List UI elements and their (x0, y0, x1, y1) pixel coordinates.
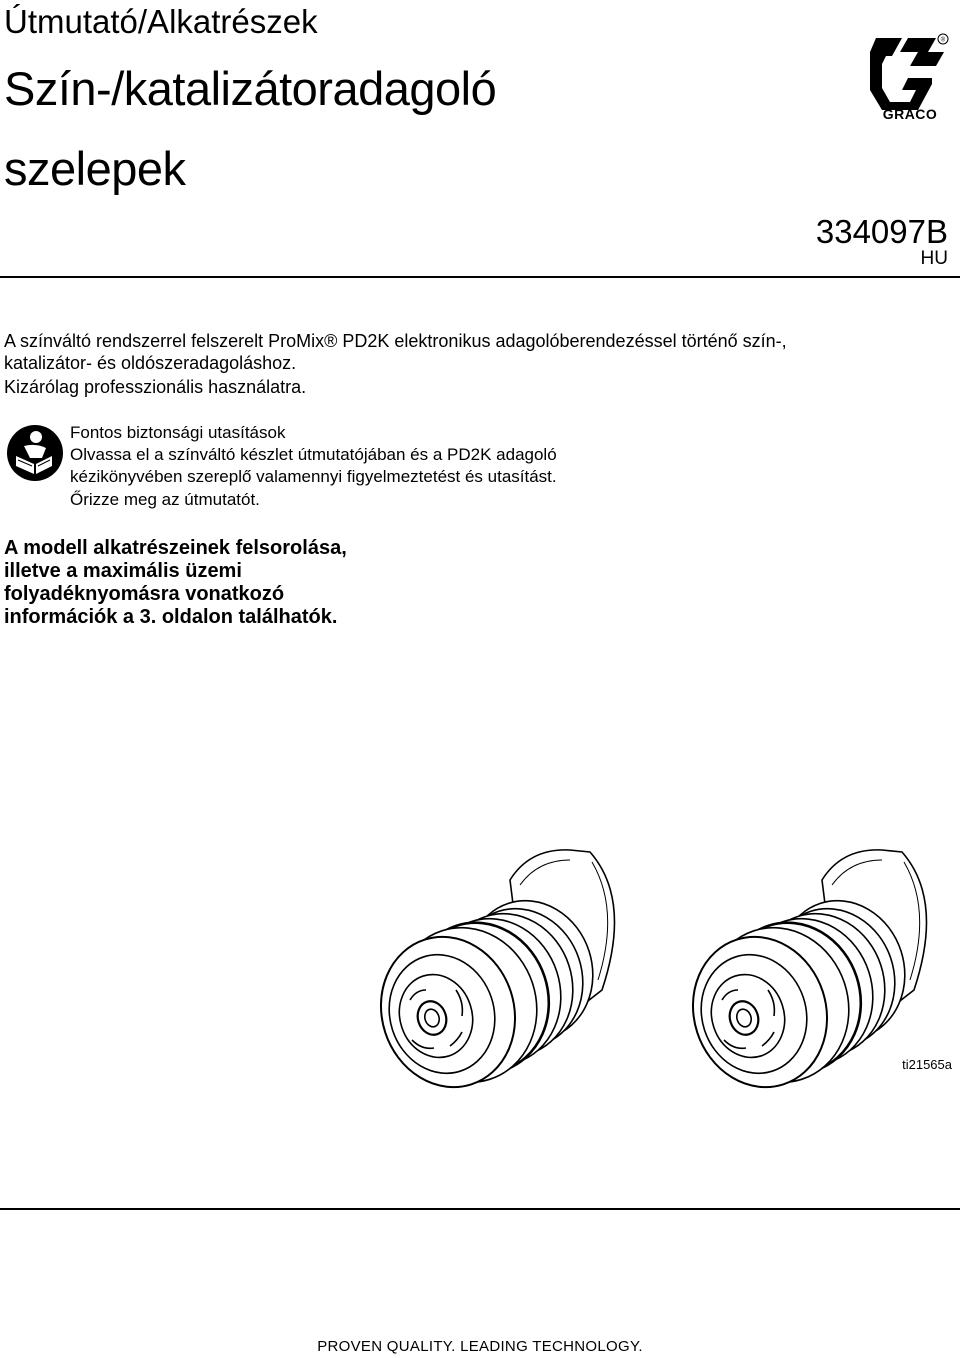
safety-text-line-1: Olvassa el a színváltó készlet útmutatójában és a PD2K adagoló (70, 445, 557, 464)
valve-cartridge-right (674, 850, 927, 1100)
intro-line-1: A színváltó rendszerrel felszerelt ProMix® PD2K elektronikus adagolóberendezéssel történő szín-, (4, 331, 787, 351)
document-number: 334097B (815, 213, 948, 250)
intro-line-2: katalizátor- és oldószeradagoláshoz. (4, 353, 297, 373)
figure-reference: ti21565a (902, 1057, 952, 1072)
header-divider (0, 276, 960, 278)
footer-slogan: PROVEN QUALITY. LEADING TECHNOLOGY. (317, 1338, 643, 1355)
document-type: Útmutató/Alkatrészek (4, 3, 318, 40)
safety-text-line-2: kézikönyvében szereplő valamennyi figyelmeztetést és utasítást. (70, 467, 557, 486)
model-info-line-1: A modell alkatrészeinek felsorolása, (4, 537, 347, 559)
model-info-line-2: illetve a maximális üzemi (4, 560, 242, 582)
valve-cartridge-illustration (370, 840, 955, 1100)
registered-mark: ® (940, 37, 946, 44)
model-info-line-3: folyadéknyomásra vonatkozó (4, 583, 285, 605)
footer-divider (0, 1208, 960, 1210)
graco-logo (866, 30, 950, 120)
read-manual-icon (6, 424, 64, 482)
document-language: HU (920, 248, 948, 269)
valve-cartridge-left (370, 850, 615, 1100)
page-title-line-1: Szín-/katalizátoradagoló (4, 62, 497, 115)
page-title-line-2: szelepek (4, 142, 186, 195)
model-info-line-4: információk a 3. oldalon találhatók. (4, 606, 338, 628)
safety-heading: Fontos biztonsági utasítások (70, 423, 286, 442)
graco-logo-text: GRACO (882, 106, 938, 120)
intro-line-3: Kizárólag professzionális használatra. (4, 377, 307, 397)
safety-keep-manual: Őrizze meg az útmutatót. (70, 490, 260, 509)
